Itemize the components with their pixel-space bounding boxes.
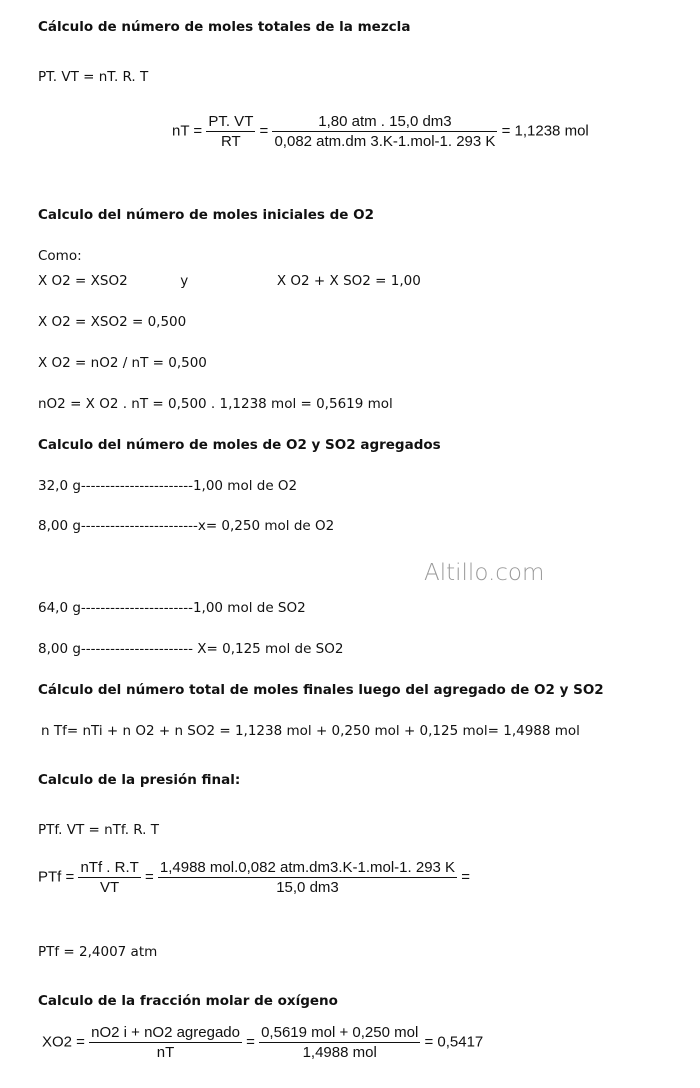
line-xo2-equals-xso2 bbox=[38, 272, 421, 290]
ideal-gas-equation-initial: PT. VT = nT. R. T bbox=[38, 69, 149, 85]
como-label: Como: bbox=[38, 248, 82, 264]
ptf-f1-denominator: VT bbox=[100, 879, 120, 896]
section-title-moles-iniciales: Calculo del número de moles iniciales de O2 bbox=[38, 207, 374, 223]
ptf-lhs: PTf = bbox=[38, 868, 75, 886]
o2-stoich-line-1: 32,0 g-----------------------1,00 mol de O2 bbox=[38, 478, 298, 494]
so2-stoich-line-1: 64,0 g-----------------------1,00 mol de SO2 bbox=[38, 600, 306, 616]
ptf-f2-numerator: 1,4988 mol.0,082 atm.dm3.K-1.mol-1. 293 K bbox=[159, 859, 456, 876]
ptf-result: PTf = 2,4007 atm bbox=[38, 944, 158, 960]
xo2-f1-numerator: nO2 i + nO2 agregado bbox=[91, 1024, 240, 1041]
ptf-fraction-symbolic bbox=[78, 858, 140, 897]
o2-stoich-line-2: 8,00 g------------------------x= 0,250 mol de O2 bbox=[38, 518, 335, 534]
section-title-moles-agregados: Calculo del número de moles de O2 y SO2 agregados bbox=[38, 437, 441, 453]
nt-f1-numerator: PT. VT bbox=[208, 113, 254, 130]
xo2-fraction-numeric bbox=[259, 1023, 420, 1062]
conjunction-y: y bbox=[180, 273, 189, 289]
ptf-f2-denominator: 15,0 dm3 bbox=[276, 879, 339, 896]
nt-lhs: nT = bbox=[172, 122, 203, 140]
xo2-f1-denominator: nT bbox=[156, 1044, 175, 1061]
formula-nt: nT = $\frac{PT. VT}{RT}$ = $\frac{\text{1,80 atm . 15,0 dm3}}{\text{0,082 atm.dm 3.K-1.mol-1. 293 K}}$ = 1,1238 mol bbox=[172, 113, 589, 150]
xo2-xso2-text: X O2 = XSO2 bbox=[38, 273, 128, 289]
section-title-presion-final: Calculo de la presión final: bbox=[38, 772, 241, 788]
xo2-fraction-symbolic bbox=[89, 1023, 242, 1062]
xo2-lhs: XO2 = bbox=[42, 1033, 85, 1051]
nt-f1-denominator: RT bbox=[220, 133, 241, 150]
nt-fraction-numeric bbox=[272, 112, 497, 151]
so2-stoich-line-2: 8,00 g----------------------- X= 0,125 mol de SO2 bbox=[38, 641, 344, 657]
line-xo2-ratio: X O2 = nO2 / nT = 0,500 bbox=[38, 355, 207, 371]
ptf-fraction-numeric bbox=[158, 858, 457, 897]
ntf-line: n Tf= nTi + n O2 + n SO2 = 1,1238 mol + 0,250 mol + 0,125 mol= 1,4988 mol bbox=[41, 723, 580, 739]
formula-xo2: XO2 = $\frac{\text{nO2 i + nO2 agregado}}{nT}$ = $\frac{\text{0,5619 mol + 0,250 mol}}{\text{1,4988 mol}}$ = 0,5417 bbox=[42, 1024, 484, 1061]
nt-f2-numerator: 1,80 atm . 15,0 dm3 bbox=[272, 112, 497, 132]
section-title-moles-finales: Cálculo del número total de moles finales luego del agregado de O2 y SO2 bbox=[38, 682, 604, 698]
section-title-moles-totales: Cálculo de número de moles totales de la mezcla bbox=[38, 19, 411, 35]
watermark-altillo: Altillo.com bbox=[424, 560, 545, 586]
ideal-gas-equation-final: PTf. VT = nTf. R. T bbox=[38, 822, 159, 838]
xo2-result: = 0,5417 bbox=[424, 1033, 484, 1051]
line-xo2-value: X O2 = XSO2 = 0,500 bbox=[38, 314, 187, 330]
fraction-sum-text: X O2 + X SO2 = 1,00 bbox=[276, 273, 421, 289]
formula-ptf: PTf = $\frac{\text{nTf . R.T}}{VT}$ = $\frac{\text{1,4988 mol.0,082 atm.dm3.K-1.mol-1. 293 K}}{15,0 dm3}$ = bbox=[38, 859, 470, 896]
line-no2: nO2 = X O2 . nT = 0,500 . 1,1238 mol = 0,5619 mol bbox=[38, 396, 393, 412]
nt-fraction-symbolic bbox=[206, 112, 255, 151]
nt-result: = 1,1238 mol bbox=[501, 122, 589, 140]
section-title-fraccion-molar: Calculo de la fracción molar de oxígeno bbox=[38, 993, 338, 1009]
nt-f2-denominator: 0,082 atm.dm 3.K-1.mol-1. 293 K bbox=[274, 133, 496, 150]
ptf-tail: = bbox=[461, 868, 470, 886]
ptf-f1-numerator: nTf . R.T bbox=[80, 859, 139, 876]
xo2-f2-numerator: 0,5619 mol + 0,250 mol bbox=[261, 1024, 419, 1041]
xo2-f2-denominator: 1,4988 mol bbox=[302, 1044, 377, 1061]
